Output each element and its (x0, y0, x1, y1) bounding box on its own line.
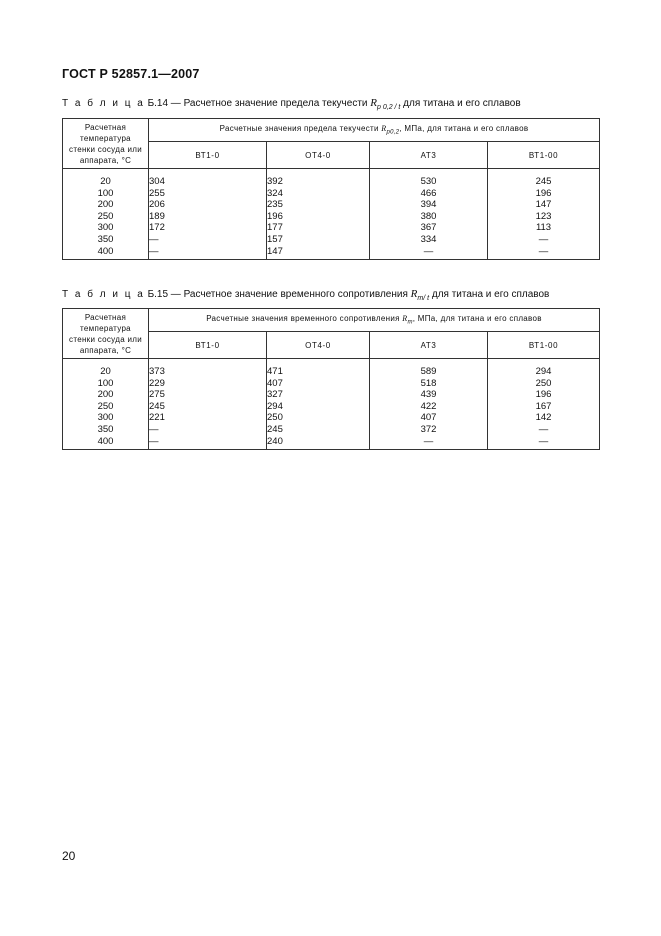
caption-symbol: R (410, 288, 418, 300)
caption-text: Б.14 — Расчетное значение предела текучести (147, 98, 368, 109)
temperature-cell: 20 100 200 250 300 350 400 (63, 359, 149, 450)
column-header-bt1-00: ВТ1-00 (488, 142, 600, 169)
values-bt1-00: 294 250 196 167 142 — — (488, 359, 600, 450)
values-ot4-0: 392 324 235 196 177 157 147 (267, 169, 370, 260)
values-bt1-0: 304 255 206 189 172 — — (149, 169, 267, 260)
column-header-ot4-0: ОТ4-0 (267, 142, 370, 169)
table-15-caption (62, 288, 549, 302)
caption-suffix: для титана и его сплавов (403, 98, 521, 109)
temperature-column-header: Расчетная температура стенки сосуда или аппарата, °С (63, 309, 149, 359)
temperature-column-header: Расчетная температура стенки сосуда или аппарата, °С (63, 119, 149, 169)
column-header-at3: АТ3 (370, 142, 488, 169)
temperature-cell: 20 100 200 250 300 350 400 (63, 169, 149, 260)
column-header-ot4-0: ОТ4-0 (267, 332, 370, 359)
table-row (63, 169, 600, 260)
values-at3: 589 518 439 422 407 372 — (370, 359, 488, 450)
document-header: ГОСТ Р 52857.1—2007 (62, 67, 200, 81)
table-14-caption (62, 97, 521, 111)
caption-suffix: для титана и его сплавов (431, 289, 550, 300)
values-bt1-00: 245 196 147 123 113 — — (488, 169, 600, 260)
table-row (63, 359, 600, 450)
table-15 (62, 308, 600, 450)
page-number: 20 (62, 849, 76, 863)
caption-subscript: m/ t (417, 295, 430, 302)
values-bt1-0: 373 229 275 245 221 — — (149, 359, 267, 450)
column-header-at3: АТ3 (370, 332, 488, 359)
column-header-bt1-0: ВТ1-0 (149, 332, 267, 359)
caption-prefix: Т а б л и ц а (62, 98, 145, 109)
caption-symbol: R (370, 97, 378, 109)
values-ot4-0: 471 407 327 294 250 245 240 (267, 359, 370, 450)
caption-subscript: p 0,2 / t (377, 104, 401, 111)
values-span-header: Расчетные значения предела текучести $R_{p0,2}$, МПа, для титана и его сплавов (149, 119, 600, 142)
table-14 (62, 118, 600, 260)
values-at3: 530 466 394 380 367 334 — (370, 169, 488, 260)
caption-text: Б.15 — Расчетное значение временного сопротивления (147, 289, 408, 300)
column-header-bt1-00: ВТ1-00 (488, 332, 600, 359)
caption-prefix: Т а б л и ц а (62, 289, 145, 300)
column-header-bt1-0: ВТ1-0 (149, 142, 267, 169)
values-span-header: Расчетные значения временного сопротивления $R_m$, МПа, для титана и его сплавов (149, 309, 600, 332)
